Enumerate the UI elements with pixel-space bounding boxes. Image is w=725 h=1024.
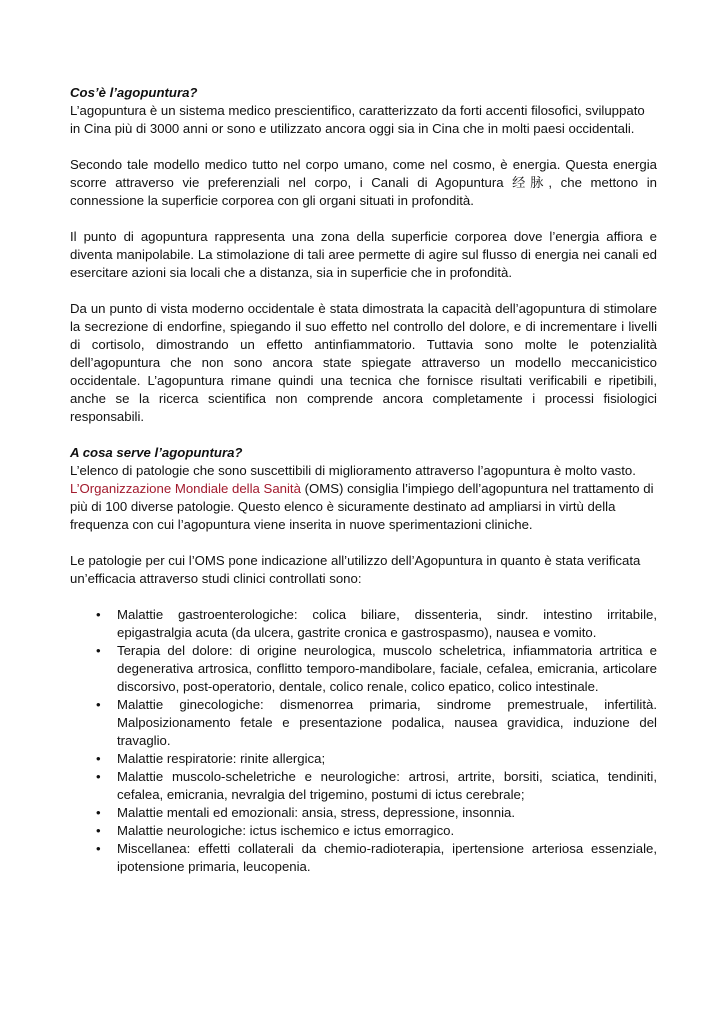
- list-item-text: Malattie mentali ed emozionali: ansia, stress, depressione, insonnia.: [117, 805, 516, 820]
- oms-link[interactable]: L’Organizzazione Mondiale della Sanità: [70, 481, 301, 496]
- heading-what-is: Cos’è l’agopuntura?: [70, 85, 198, 100]
- paragraph-energy-text-b: , che mettono in connessione la superficie corporea con gli organi situati in profondità.: [70, 175, 657, 208]
- chinese-term: 经脉: [512, 175, 549, 190]
- list-item-text: Malattie gastroenterologiche: colica biliare, dissenteria, sindr. intestino irritabile, epigastralgia acuta (da ulcera, gastrite cronica e gastrospasmo), nausea e vomito.: [117, 607, 657, 640]
- list-item: [96, 768, 657, 804]
- paragraph-modern-view: Da un punto di vista moderno occidentale è stata dimostrata la capacità dell’agopuntura di stimolare la secrezione di endorfine, spiegando il suo effetto nel controllo del dolore, e di incrementare i livelli di cortisolo, dimostrando un effetto antinfiammatorio. Tuttavia sono molte le potenzialità dell’agopuntura che non sono ancora state spiegate attraverso un modello meccanicistico occidentale. L’agopuntura rimane quindi una tecnica che fornisce risultati verificabili e ripetibili, anche se la ricerca scientifica non comprende ancora completamente i processi fisiologici responsabili.: [70, 301, 657, 424]
- paragraph-oms-text: (OMS) consiglia l’impiego dell’agopuntura nel trattamento di più di 100 diverse patologie. Questo elenco è sicuramente destinato ad ampliarsi in virtù della frequenza con cui l’agopuntura viene inserita in nuove sperimentazioni cliniche.: [70, 481, 654, 532]
- list-item: [96, 642, 657, 696]
- list-item-text: Malattie muscolo-scheletriche e neurologiche: artrosi, artrite, borsiti, sciatica, tendiniti, cefalea, emicrania, nevralgia del trigemino, postumi di ictus cerebrale;: [117, 769, 657, 802]
- list-item: [96, 822, 657, 840]
- bullet-icon: •: [96, 805, 101, 820]
- bullet-icon: •: [96, 697, 101, 712]
- bullet-icon: •: [96, 841, 101, 856]
- list-item: [96, 804, 657, 822]
- paragraph-list-intro: Le patologie per cui l’OMS pone indicazione all’utilizzo dell’Agopuntura in quanto è stata verificata un’efficacia attraverso studi clinici controllati sono:: [70, 553, 641, 586]
- paragraph-pathologies: [70, 462, 657, 534]
- bullet-icon: •: [96, 643, 101, 658]
- paragraph-intro: L’agopuntura è un sistema medico prescientifico, caratterizzato da forti accenti filosofici, sviluppato in Cina più di 3000 anni or sono e utilizzato ancora oggi sia in Cina che in molti paesi occidentali.: [70, 103, 645, 136]
- list-item: [96, 606, 657, 642]
- bullet-icon: •: [96, 823, 101, 838]
- list-item-text: Malattie ginecologiche: dismenorrea primaria, sindrome premestruale, infertilità. Malposizionamento fetale e presentazione podalica, nausea gravidica, induzione del travaglio.: [117, 697, 657, 748]
- list-item: [96, 750, 657, 768]
- list-item-text: Malattie neurologiche: ictus ischemico e ictus emorragico.: [117, 823, 455, 838]
- paragraph-energy-text-a: Secondo tale modello medico tutto nel corpo umano, come nel cosmo, è energia. Questa energia scorre attraverso vie preferenziali nel corpo, i Canali di Agopuntura: [70, 157, 657, 190]
- list-item-text: Malattie respiratorie: rinite allergica;: [117, 751, 326, 766]
- list-item: [96, 840, 657, 876]
- bullet-icon: •: [96, 751, 101, 766]
- list-item-text: Miscellanea: effetti collaterali da chemio-radioterapia, ipertensione arteriosa essenziale, ipotensione primaria, leucopenia.: [117, 841, 657, 874]
- bullet-icon: •: [96, 607, 101, 622]
- heading-what-for: A cosa serve l’agopuntura?: [70, 445, 243, 460]
- bullet-icon: •: [96, 769, 101, 784]
- paragraph-pathologies-text: L’elenco di patologie che sono suscettibili di miglioramento attraverso l’agopuntura è molto vasto.: [70, 463, 636, 478]
- list-item: [96, 696, 657, 750]
- list-item-text: Terapia del dolore: di origine neurologica, muscolo scheletrica, infiammatoria artritica e degenerativa artrosica, conflitto temporo-mandibolare, faciale, cefalea, emicrania, articolare discorsivo, post-operatorio, dentale, colico renale, colico epatico, colico intestinale.: [117, 643, 657, 694]
- pathology-list: [70, 606, 657, 876]
- document-page: [70, 84, 657, 876]
- paragraph-energy: [70, 156, 657, 210]
- paragraph-acupoint: Il punto di agopuntura rappresenta una zona della superficie corporea dove l’energia affiora e diventa manipolabile. La stimolazione di tali aree permette di agire sul flusso di energia nei canali ed esercitare azioni sia locali che a distanza, sia in superficie che in profondità.: [70, 229, 657, 280]
